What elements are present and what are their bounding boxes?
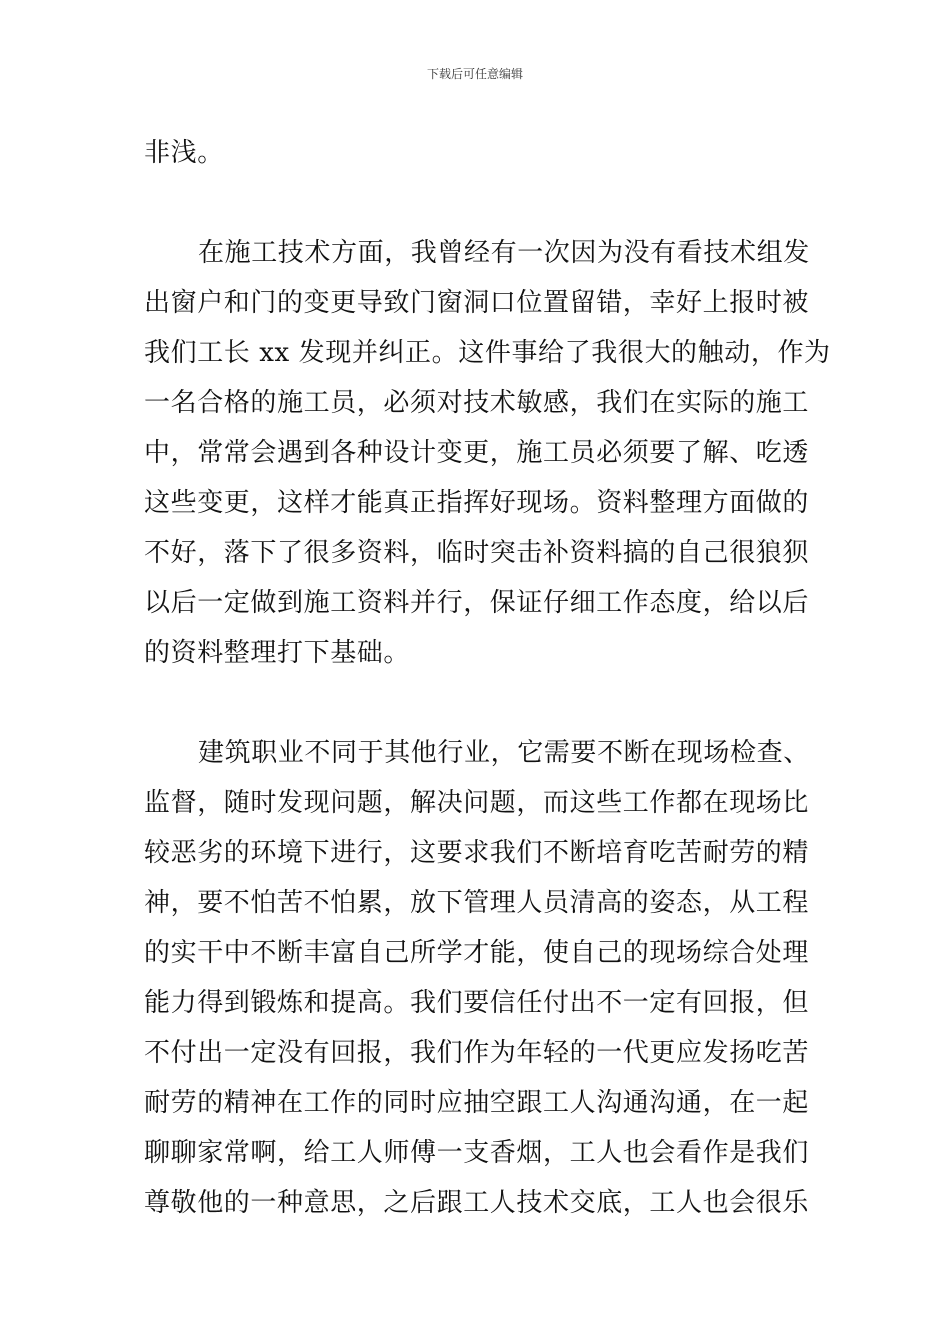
text-line: 在施工技术方面，我曾经有一次因为没有看技术组发 — [198, 238, 810, 268]
page-header: 下载后可任意编辑 — [426, 67, 523, 81]
text-line: 非浅。 — [144, 138, 224, 168]
text-line: 神，要不怕苦不怕累，放下管理人员清高的姿态，从工程 — [144, 888, 810, 918]
text-line: 耐劳的精神在工作的同时应抽空跟工人沟通沟通，在一起 — [144, 1088, 810, 1118]
text-line: 一名合格的施工员，必须对技术敏感，我们在实际的施工 — [144, 388, 810, 418]
text-line: 的资料整理打下基础。 — [144, 638, 411, 668]
paragraph-gap — [144, 178, 808, 228]
text-line: 这些变更，这样才能真正指挥好现场。资料整理方面做的 — [144, 488, 810, 518]
text-line: 以后一定做到施工资料并行，保证仔细工作态度，给以后 — [144, 588, 810, 618]
paragraph-gap — [144, 678, 808, 728]
document-body — [144, 128, 831, 1228]
text-line: 的实干中不断丰富自己所学才能，使自己的现场综合处理 — [144, 938, 810, 968]
text-line: 不好，落下了很多资料，临时突击补资料搞的自己很狼狈 — [144, 538, 810, 568]
text-line: 较恶劣的环境下进行，这要求我们不断培育吃苦耐劳的精 — [144, 838, 810, 868]
paragraph-building-profession — [144, 728, 808, 1228]
paragraph-continuation — [144, 128, 808, 178]
text-line: 建筑职业不同于其他行业，它需要不断在现场检查、 — [198, 738, 810, 768]
text-line: 中，常常会遇到各种设计变更，施工员必须要了解、吃透 — [144, 438, 810, 468]
text-line: 不付出一定没有回报，我们作为年轻的一代更应发扬吃苦 — [144, 1038, 810, 1068]
text-line: 尊敬他的一种意思，之后跟工人技术交底，工人也会很乐 — [144, 1188, 810, 1218]
text-line: 聊聊家常啊，给工人师傅一支香烟，工人也会看作是我们 — [144, 1138, 810, 1168]
text-line: 我们工长 xx 发现并纠正。这件事给了我很大的触动，作为 — [144, 338, 831, 368]
text-line: 监督，随时发现问题，解决问题，而这些工作都在现场比 — [144, 788, 810, 818]
paragraph-construction-technique — [144, 228, 831, 678]
text-line: 能力得到锻炼和提高。我们要信任付出不一定有回报，但 — [144, 988, 810, 1018]
text-line: 出窗户和门的变更导致门窗洞口位置留错，幸好上报时被 — [144, 288, 810, 318]
